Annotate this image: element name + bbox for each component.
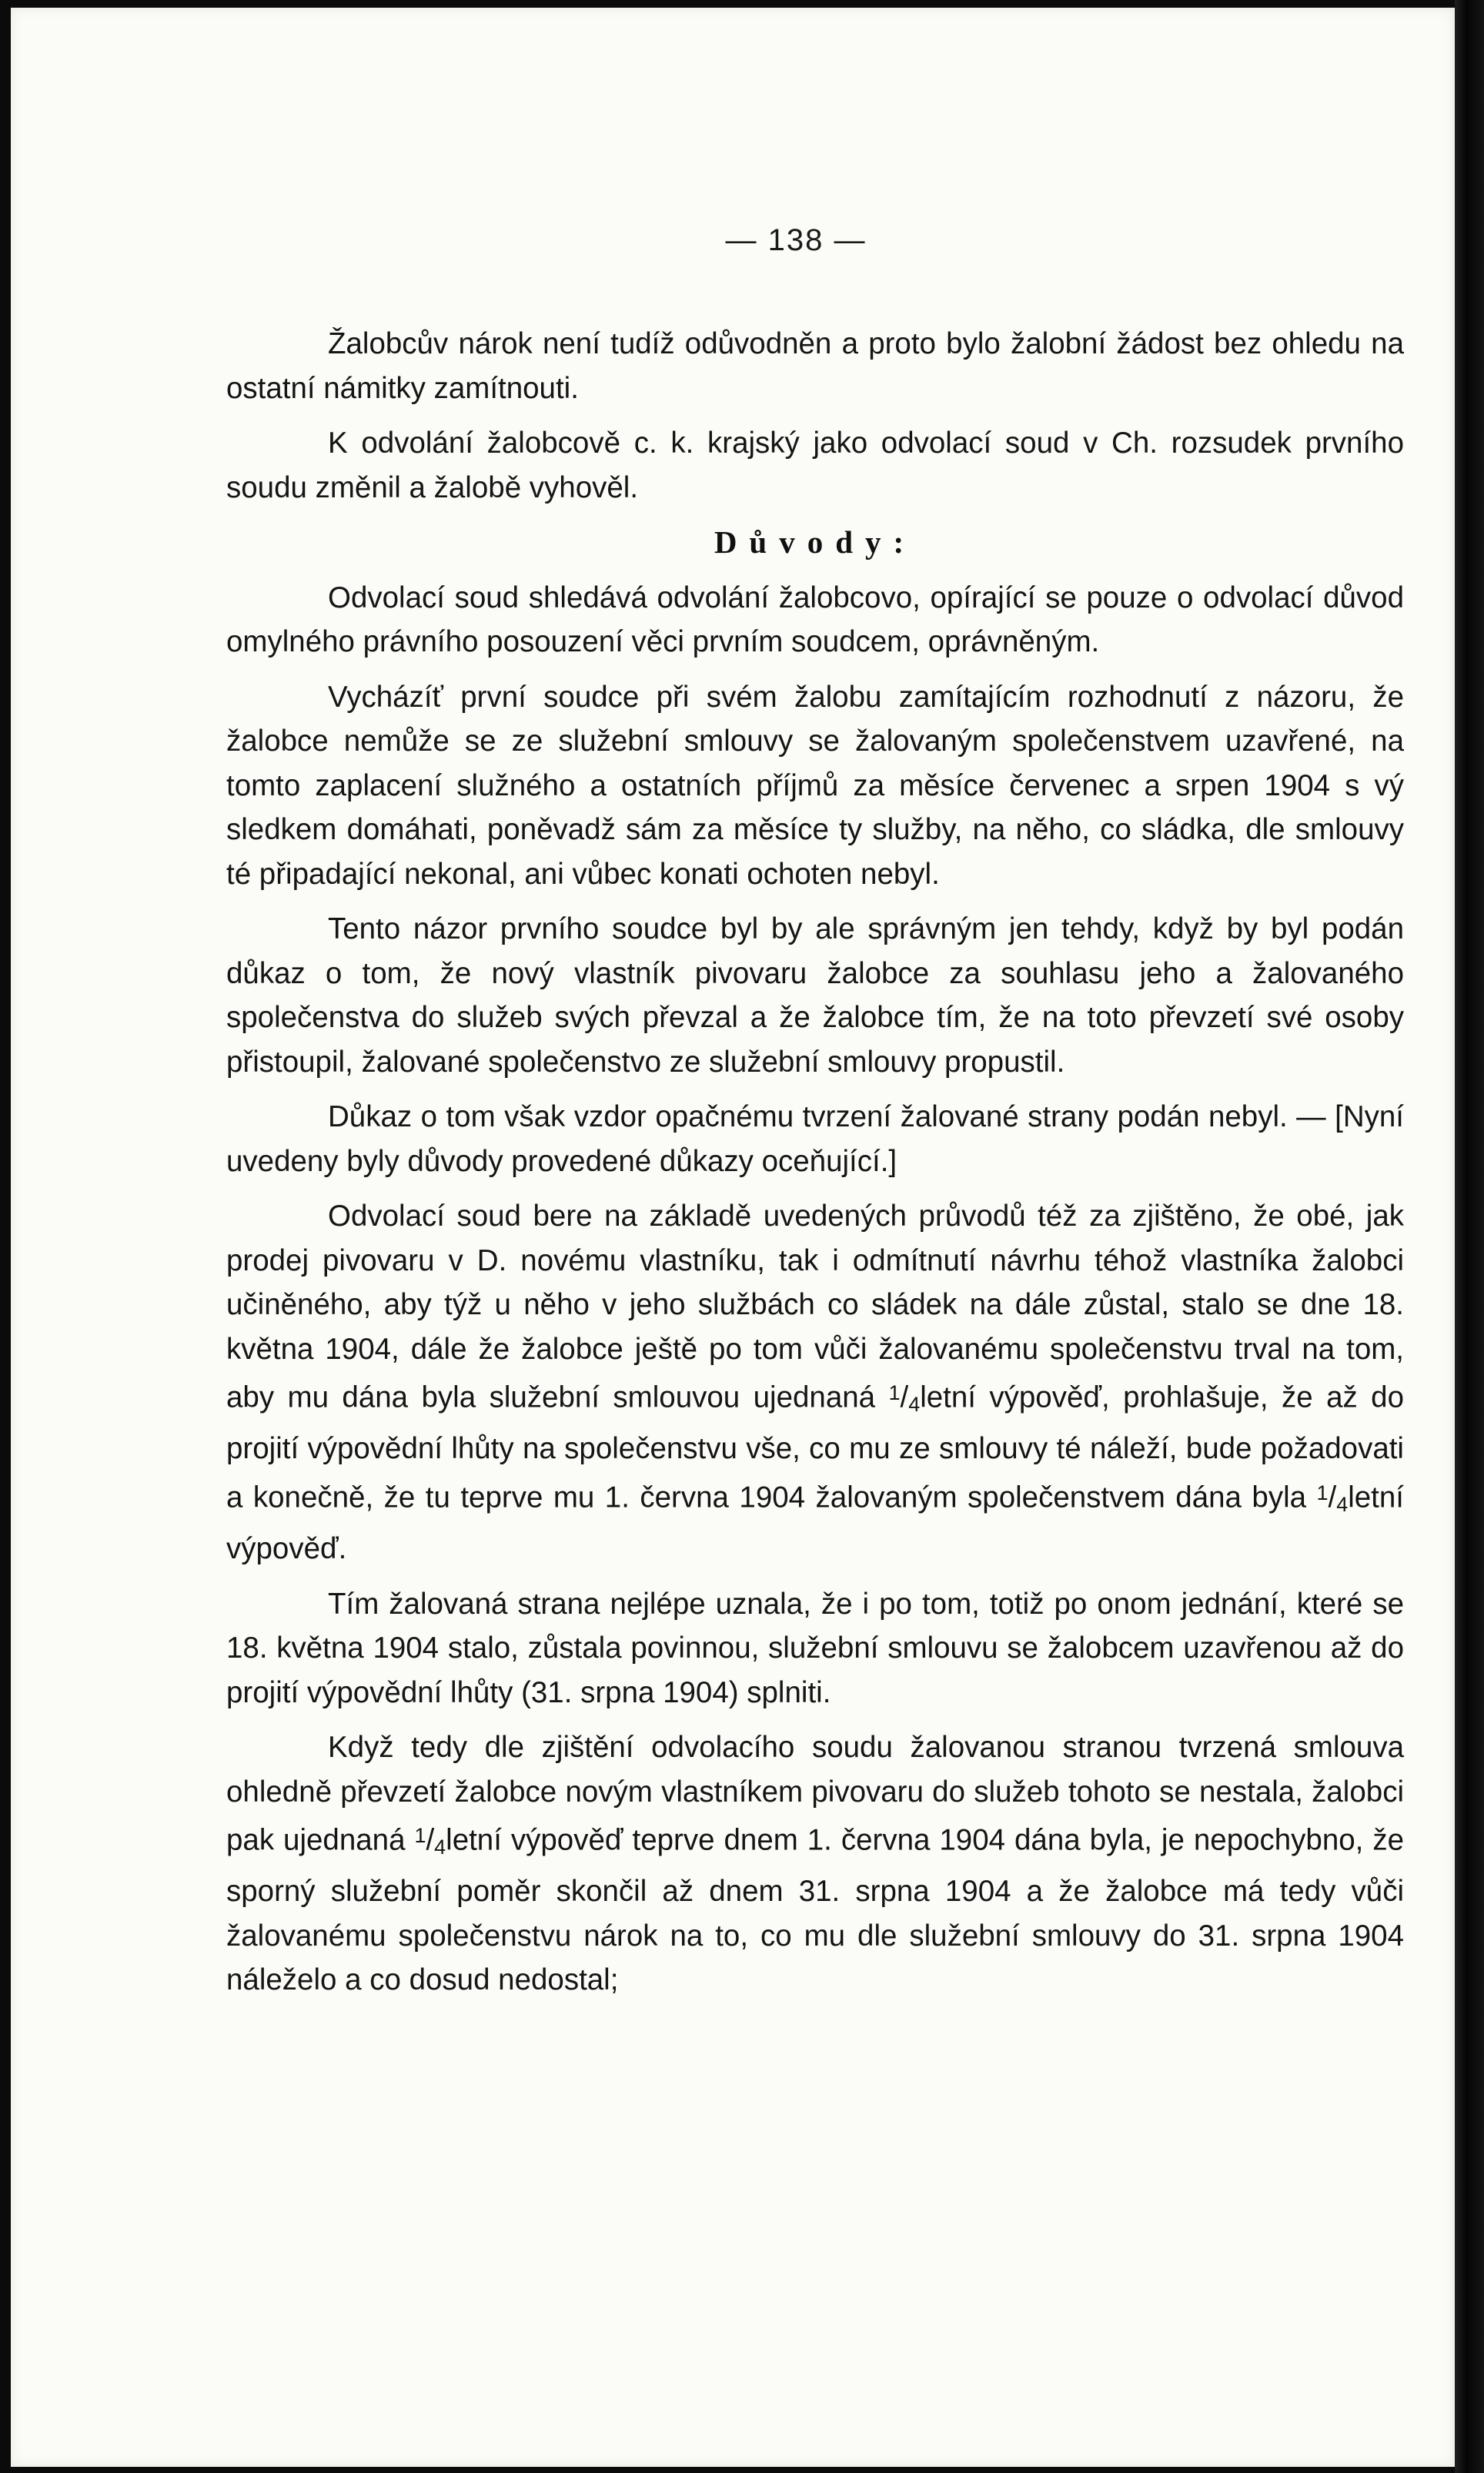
paragraph-2: K odvolání žalobcově c. k. krajský jako odvolací soud v Ch. rozsudek prvního soudu změnil a žalobě vyhověl. (226, 427, 1404, 504)
fraction-denominator: 4 (1336, 1492, 1349, 1516)
paragraph-9-part-1: Když tedy dle zjištění odvolacího soudu žalovanou stranou tvrzená smlouva ohledně převzetí žalobce novým vlastníkem pivovaru do služeb tohoto se nestala, žalobci pak ujednaná (226, 1731, 1404, 1857)
fraction-denominator: 4 (908, 1392, 921, 1416)
paragraph-4: Vycházíť první soudce při svém žalobu zamítajícím rozhodnutí z názoru, že žalobce nemůže se ze služební smlouvy se žalovaným společenstvem uzavřené, na tomto zaplacení služného a ostatních příjmů za měsíce červenec a srpen 1904 s vý sledkem domáhati, poněvadž sám za měsíce ty služby, na něho, co sládka, dle smlouvy té připadající nekonal, ani vůbec konati ochoten nebyl. (226, 680, 1404, 891)
book-page (11, 8, 1455, 2467)
paragraph-1: Žalobcův nárok není tudíž odůvodněn a proto bylo žalobní žádost bez ohledu na ostatní námitky zamítnouti. (226, 327, 1404, 405)
page-number: — 138 — (725, 223, 867, 257)
fraction-numerator: 1 (414, 1824, 426, 1848)
paragraph-9-part-2: letní výpověď teprve dnem 1. června 1904 dána byla, je nepochybno, že sporný služební poměr skončil až dnem 31. srpna 1904 a že žalobce má tedy vůči žalovanému společenstvu nárok na to, co mu dle služební smlouvy do 31. srpna 1904 náleželo a co dosud nedostal; (226, 1823, 1405, 1997)
fraction-numerator: 1 (888, 1381, 901, 1404)
paragraph-7: Odvolací soud bere na základě uvedených průvodů též za zjištěno, že obé, jak prodej pivovaru v D. novému vlastníku, tak i odmítnutí návrhu téhož vlastníka žalobci učiněného, aby týž u něho v jeho službách co sládek na dále zůstal, stalo se dne 18. května 1904, dále že žalobce ještě po tom vůči žalovanému společenstvu trval na tom, aby mu dána byla služební smlouvou ujednaná $^1$/4letní výpověď, prohlašuje, že až do projití výpovědní lhůty na společenstvu vše, co mu ze smlouvy té náleží, bude požadovati a konečně, že tu teprve mu 1. června 1904 žalovaným společenstvem dána byla $^1$/4letní výpověď. (226, 1200, 1404, 1566)
paragraph-6: Důkaz o tom však vzdor opačnému tvrzení žalované strany podán nebyl. — [Nyní uvedeny byly důvody provedené důkazy oceňující.] (226, 1100, 1404, 1178)
paragraph-3: Odvolací soud shledává odvolání žalobcovo, opírající se pouze o odvolací důvod omylného právního posouzení věci prvním soudcem, oprávněným. (226, 581, 1404, 658)
paragraph-8: Tím žalovaná strana nejlépe uznala, že i po tom, totiž po onom jednání, které se 18. května 1904 stalo, zůstala povinnou, služební smlouvu se žalobcem uzavřenou až do projití výpovědní lhůty (31. srpna 1904) splniti. (226, 1587, 1404, 1709)
paragraph-7-part-2: letní výpověď, prohlašuje, že až do projití výpovědní lhůty na společenstvu vše, co mu ze smlouvy té náleží, bude požadovati a konečně, že tu teprve mu 1. června 1904 žalovaným společenstvem dána byla (226, 1380, 1404, 1514)
paragraph-5: Tento názor prvního soudce byl by ale správným jen tehdy, když by byl podán důkaz o tom, že nový vlastník pivovaru žalobce za souhlasu jeho a žalovaného společenstva do služeb svých převzal a že žalobce tím, že na toto převzetí své osoby přistoupil, žalované společenstvo ze služební smlouvy propustil. (226, 912, 1404, 1079)
section-heading: Důvody: (714, 524, 917, 560)
fraction-numerator: 1 (1316, 1481, 1329, 1504)
paragraph-7-part-3: letní výpověď. (226, 1481, 1404, 1566)
paragraph-7-part-1: Odvolací soud bere na základě uvedených průvodů též za zjištěno, že obé, jak prodej pivovaru v D. novému vlastníku, tak i odmítnutí návrhu téhož vlastníka žalobci učiněného, aby týž u něho v jeho službách co sládek na dále zůstal, stalo se dne 18. května 1904, dále že žalobce ještě po tom vůči žalovanému společenstvu trval na tom, aby mu dána byla služební smlouvou ujednaná (226, 1200, 1404, 1414)
paragraph-9: Když tedy dle zjištění odvolacího soudu žalovanou stranou tvrzená smlouva ohledně převzetí žalobce novým vlastníkem pivovaru do služeb tohoto se nestala, žalobci pak ujednaná $^1$/4letní výpověď teprve dnem 1. června 1904 dána byla, je nepochybno, že sporný služební poměr skončil až dnem 31. srpna 1904 a že žalobce má tedy vůči žalovanému společenstvu nárok na to, co mu dle služební smlouvy do 31. srpna 1904 náleželo a co dosud nedostal; (226, 1731, 1405, 1997)
fraction-denominator: 4 (434, 1835, 446, 1859)
scan-right-border (1455, 0, 1484, 2473)
page-body (226, 322, 1404, 2003)
